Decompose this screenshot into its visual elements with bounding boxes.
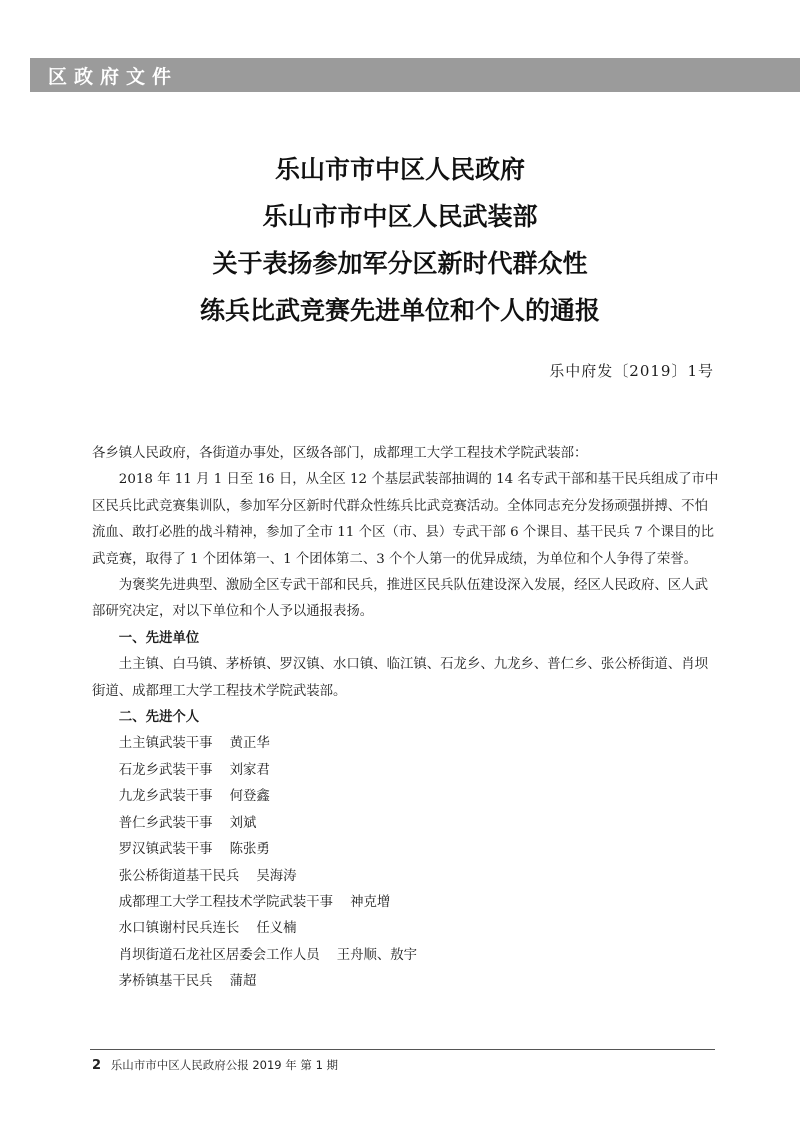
paragraph-2: 为褒奖先进典型、激励全区专武干部和民兵，推进区民兵队伍建设深入发展，经区人民政府、区人武部研究决定，对以下单位和个人予以通报表扬。 <box>92 578 708 620</box>
section-heading-units: 一、先进单位 <box>118 630 200 646</box>
header-bar <box>30 58 800 92</box>
person-entry <box>92 916 720 942</box>
title-line-1: 乐山市市中区人民政府 <box>274 155 525 184</box>
person-name: 陈张勇 <box>229 842 270 858</box>
paragraph-1: 2018 年 11 月 1 日至 16 日，从全区 12 个基层武装部抽调的 14 名专武干部和基干民兵组成了市中区民兵比武竞赛集训队，参加军分区新时代群众性练兵比武竞赛活动。全体同志充分发扬顽强拼搏、不怕流血、敢打必胜的战斗精神，参加了全市 11 个区（市、县）专武干部 6 个课目、基干民兵 7 个课目的比武竞赛，取得了 1 个团体第一、1 个团体第二、3 个个人第一的优异成绩，为单位和个人争得了荣誉。 <box>92 472 719 567</box>
section-heading-individuals: 二、先进个人 <box>118 710 200 726</box>
person-entry <box>92 864 720 890</box>
person-role: 土主镇武装干事 <box>118 736 213 752</box>
person-name: 神克增 <box>350 894 391 910</box>
person-role: 张公桥街道基干民兵 <box>118 868 240 884</box>
person-entry <box>92 969 720 995</box>
person-entry <box>92 943 720 969</box>
person-name: 刘斌 <box>229 815 257 831</box>
person-entry <box>92 837 720 863</box>
advanced-units-list: 土主镇、白马镇、茅桥镇、罗汉镇、水口镇、临江镇、石龙乡、九龙乡、普仁乡、张公桥街道、肖坝街道、成都理工大学工程技术学院武装部。 <box>92 657 708 699</box>
footer-divider <box>90 1049 715 1050</box>
person-name: 蒲超 <box>229 974 257 990</box>
page-number: 2 <box>92 1058 102 1073</box>
title-line-2: 乐山市市中区人民武装部 <box>262 202 538 231</box>
salutation: 各乡镇人民政府，各街道办事处，区级各部门，成都理工大学工程技术学院武装部： <box>92 446 588 461</box>
header-label: 区政府文件 <box>48 66 179 88</box>
person-name: 刘家君 <box>229 762 270 778</box>
title-line-4: 练兵比武竞赛先进单位和个人的通报 <box>199 296 600 325</box>
person-name: 黄正华 <box>229 736 270 752</box>
title-line-3: 关于表扬参加军分区新时代群众性 <box>212 249 588 278</box>
person-entry <box>92 890 720 916</box>
person-role: 九龙乡武装干事 <box>118 789 213 805</box>
person-name: 王舟顺、敖宇 <box>336 947 418 963</box>
person-name: 任义楠 <box>256 921 297 937</box>
footer-text: 乐山市市中区人民政府公报 2019 年 第 1 期 <box>110 1058 339 1072</box>
footer <box>92 1057 338 1073</box>
person-name: 吴海涛 <box>256 868 297 884</box>
person-entry <box>92 784 720 810</box>
document-body <box>92 441 720 996</box>
person-role: 罗汉镇武装干事 <box>118 842 213 858</box>
person-role: 成都理工大学工程技术学院武装干事 <box>118 894 334 910</box>
advanced-individuals-list <box>92 731 720 995</box>
person-entry <box>92 731 720 757</box>
document-number: 乐中府发〔2019〕1号 <box>549 362 714 380</box>
person-role: 水口镇谢村民兵连长 <box>118 921 240 937</box>
person-role: 茅桥镇基干民兵 <box>118 974 213 990</box>
person-role: 普仁乡武装干事 <box>118 815 213 831</box>
person-role: 石龙乡武装干事 <box>118 762 213 778</box>
person-entry <box>92 758 720 784</box>
person-entry <box>92 811 720 837</box>
person-name: 何登鑫 <box>229 789 270 805</box>
person-role: 肖坝街道石龙社区居委会工作人员 <box>118 947 320 963</box>
